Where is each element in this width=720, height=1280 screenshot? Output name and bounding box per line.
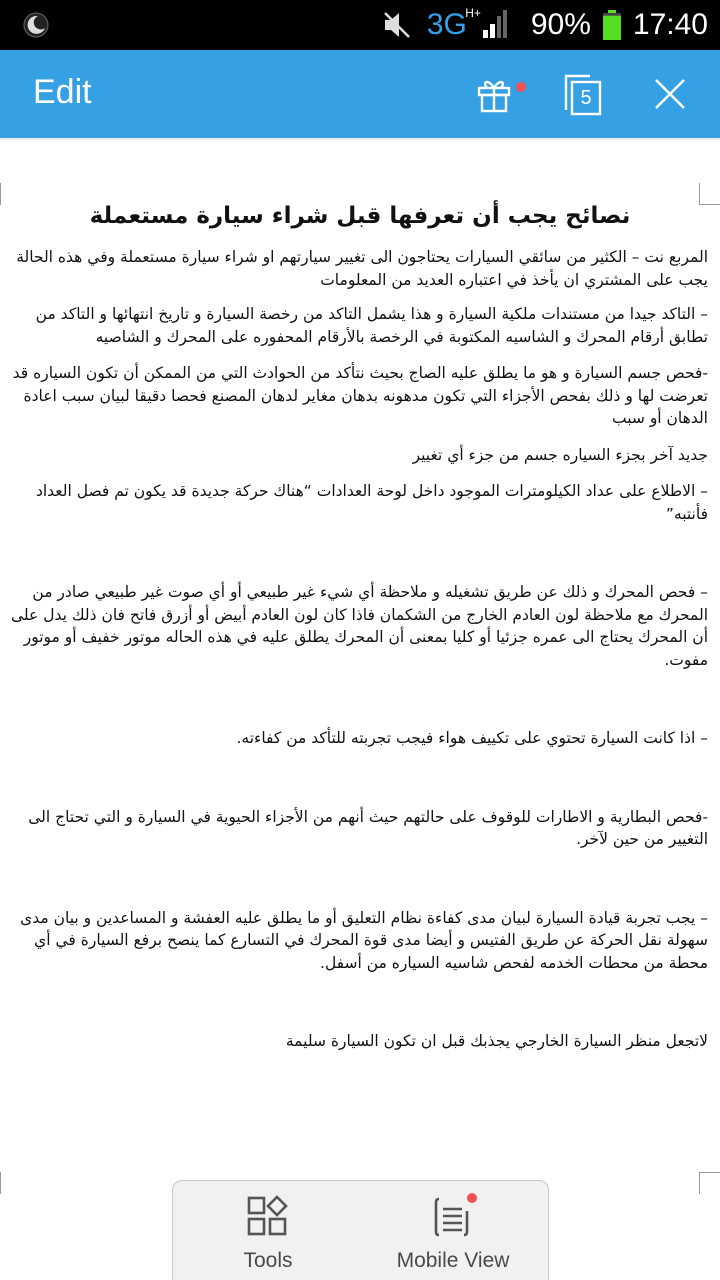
document-title: نصائح يجب أن تعرفها قبل شراء سيارة مستعملة (89, 203, 631, 229)
battery-icon (603, 10, 621, 40)
bottom-toolbar (172, 1180, 549, 1280)
mobile-view-label: Mobile View (396, 1249, 510, 1272)
gift-button[interactable] (470, 70, 518, 118)
paragraph: المربع نت – الكثير من سائقي السيارات يحتاجون الى تغيير سيارتهم او شراء سيارة مستعملة وفي هذه الحالة يجب على المشتري ان يأخذ في اعتباره العديد من المعلومات (16, 248, 708, 289)
tools-button[interactable] (203, 1181, 333, 1280)
do-not-disturb-moon-icon (22, 11, 50, 39)
tools-label: Tools (243, 1249, 293, 1272)
gift-icon (474, 74, 514, 114)
gift-notification-dot (516, 82, 526, 92)
clock: 17:40 (632, 8, 708, 41)
network-subtype: H+ (465, 6, 481, 20)
signal-icon (477, 10, 511, 40)
document-body[interactable] (10, 196, 710, 1053)
tabs-button[interactable] (560, 70, 608, 118)
tab-count: 5 (580, 87, 592, 109)
paragraph: – التاكد جيدا من مستندات ملكية السيارة و هذا يشمل التاكد من رخصة السيارة و تاريخ انتهائها و التاكد من تطابق أرقام المحرك و الشاسيه المكتوبة في الرخصة بالأرقام المحفوره على المحرك و الشاصيه (35, 305, 708, 346)
app-bar (0, 50, 720, 138)
mute-icon (379, 7, 415, 43)
mobile-view-button[interactable] (373, 1181, 533, 1280)
close-button[interactable] (646, 70, 694, 118)
paragraph: – الاطلاع على عداد الكيلومترات الموجود داخل لوحة العدادات “هناك حركة جديدة قد يكون تم فصل العداد فأنتبه” (35, 482, 708, 523)
close-icon (652, 76, 688, 112)
page-corner-mark (0, 183, 1, 205)
app-bar-title: Edit (33, 73, 92, 111)
mobile-view-icon-wrap (431, 1195, 475, 1239)
mobile-view-notification-dot (467, 1193, 477, 1203)
status-bar (0, 0, 720, 50)
page-corner-mark (0, 1172, 1, 1194)
paragraph: -فحص جسم السيارة و هو ما يطلق عليه الصاج بحيث نتأكد من الحوادث التي من الممكن أن تكون السياره قد تعرضت لها و ذلك بفحص الأجزاء التي تكون مدهونه بدهان مغاير لدهان المصنع فحصا دقيقا لبيان سبب اعادة الدهان أو سبب (12, 364, 708, 427)
app-bar-shadow (0, 138, 720, 141)
paragraph: -فحص البطارية و الاطارات للوقوف على حالتهم حيث أنهم من الأجزاء الحيوية في السيارة و التي تحتاج الى التغيير من حين لآخر. (28, 807, 708, 848)
status-icons (379, 0, 708, 50)
network-type: 3G H+ (426, 6, 481, 41)
paragraph: لاتجعل منظر السيارة الخارجي يجذبك قبل ان تكون السيارة سليمة (285, 1032, 708, 1050)
tools-grid-icon (246, 1195, 290, 1239)
paragraph: – اذا كانت السيارة تحتوي على تكييف هواء فيجب تجربته للتأكد من كفاءته. (236, 729, 708, 747)
paragraph: – يجب تجربة قيادة السيارة لبيان مدى كفاءة نظام التعليق أو ما يطلق عليه العفشة و المساعدين و بيان مدى سهولة نقل الحركة عن طريق الفتيس و أيضا مدى قوة المحرك في التسارع كما ينصح برفع السيارة في أي محطة من محطات الخدمه لفحص شاسيه السياره من أسفل. (20, 908, 708, 972)
paragraph: جديد آخر بجزء السياره جسم من جزء أي تغيير (412, 445, 708, 464)
paragraph: – فحص المحرك و ذلك عن طريق تشغيله و ملاحظة أي شيء غير طبيعي أو أي صوت غير طبيعي صادر من المحرك مع ملاحظة لون العادم الخارج من الشكمان فاذا كان لون العادم أبيض أو أزرق فاتح فان ذلك يدل على أن المحرك يحتاج الى عمره جزئيا أو كليا بمعنى أن المحرك يطلق عليه في هذه الحاله موتور خفيف أو موتور مفوت. (10, 583, 708, 669)
page-corner-mark (699, 1172, 720, 1194)
battery-percent: 90% (530, 8, 591, 41)
